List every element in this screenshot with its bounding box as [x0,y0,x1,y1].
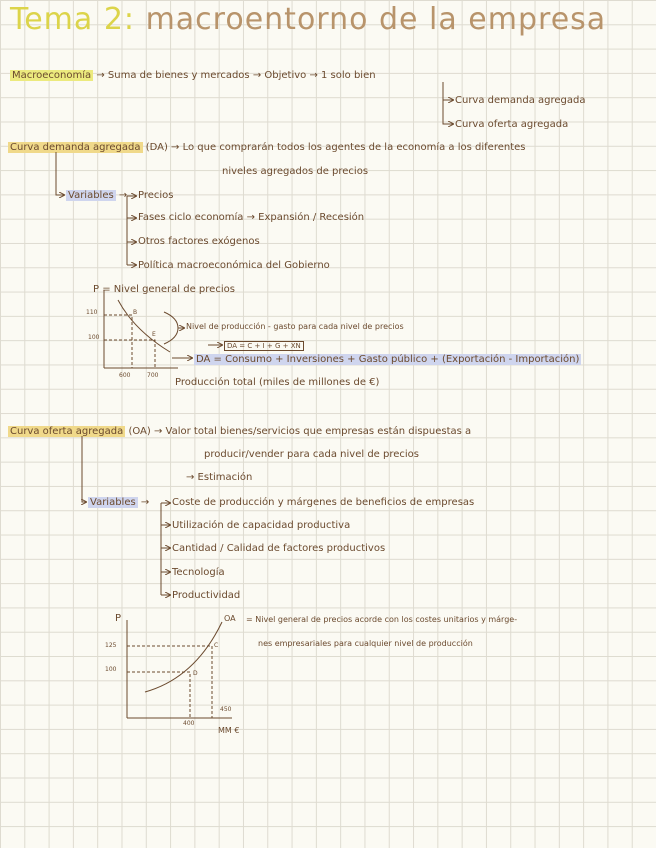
da-y-tick: 110 [86,309,98,316]
oa-point-d: D [193,670,198,677]
title-main: macroentorno de la empresa [145,2,607,37]
oa-variable: Coste de producción y márgenes de beneficios de empresas [172,497,475,508]
oa-variables-label: Variables → [90,497,150,508]
da-abbr: (DA) [145,142,168,153]
da-variable: Política macroeconómica del Gobierno [138,260,330,271]
da-x-tick: 700 [147,372,159,379]
macro-branch-1: Curva demanda agregada [455,95,586,106]
da-y-tick: 100 [88,334,100,341]
macro-branch-connector [443,82,453,100]
oa-variable: Productividad [172,590,241,601]
da-definition-2: niveles agregados de precios [222,166,369,177]
da-graph-p: P = Nivel general de precios [93,284,235,295]
da-x-caption: Producción total (miles de millones de €) [175,377,380,388]
da-graph-curve [118,300,170,352]
oa-definition-1: → Valor total bienes/servicios que empresas están dispuestas a [153,426,472,437]
macro-branch-connector [443,100,453,124]
oa-note-1: = Nivel general de precios acorde con los costes unitarios y márge- [246,615,518,624]
oa-variable: Tecnología [172,567,225,578]
oa-definition-2: producir/vender para cada nivel de precios [204,449,419,460]
oa-graph-label: OA [224,614,236,623]
oa-graph-curve [145,622,222,692]
da-definition-1: → Lo que comprarán todos los agentes de la economía a los diferentes [171,142,526,153]
da-graph-guide [104,315,132,368]
da-point-b: B [133,309,138,316]
da-graph-bracket [164,312,178,344]
title-prefix: Tema 2: [10,2,136,37]
da-term: Curva demanda agregada [10,142,141,153]
da-variables-label: Variables → [68,190,128,201]
oa-variables-connector [82,436,86,502]
macro-branch-2: Curva oferta agregada [455,119,569,130]
da-formula-full: DA = Consumo + Inversiones + Gasto público + (Exportación - Importación) [196,354,580,365]
oa-abbr: (OA) [128,426,151,437]
oa-x-tick: 450 [220,706,232,713]
oa-term: Curva oferta agregada [10,426,124,437]
oa-variable: Utilización de capacidad productiva [172,520,351,531]
oa-variable: Cantidad / Calidad de factores productivos [172,543,386,554]
oa-graph-guide [127,672,190,718]
oa-estimation: → Estimación [186,472,253,483]
da-x-tick: 600 [119,372,131,379]
da-variable: Fases ciclo economía → Expansión / Recesión [138,212,365,223]
da-formula-boxed: DA = C + I + G + XN [224,341,304,351]
da-variable: Otros factores exógenos [138,236,260,247]
oa-point-c: C [214,642,219,649]
oa-note-2: nes empresariales para cualquier nivel de producción [258,639,473,648]
oa-y-tick: 125 [105,642,117,649]
da-graph-guide [104,340,155,368]
oa-graph-p: P [115,613,122,624]
da-curve-label: Nivel de producción - gasto para cada nivel de precios [186,322,404,331]
macro-term: Macroeconomía [12,70,92,81]
oa-x-axis-label: MM € [218,726,240,735]
da-variable: Precios [138,190,174,201]
oa-y-tick: 100 [105,666,117,673]
oa-x-tick: 400 [183,720,195,727]
da-point-e: E [152,331,156,338]
macro-definition: → Suma de bienes y mercados → Objetivo → 1 solo bien [96,70,376,81]
da-variables-connector [56,152,64,195]
